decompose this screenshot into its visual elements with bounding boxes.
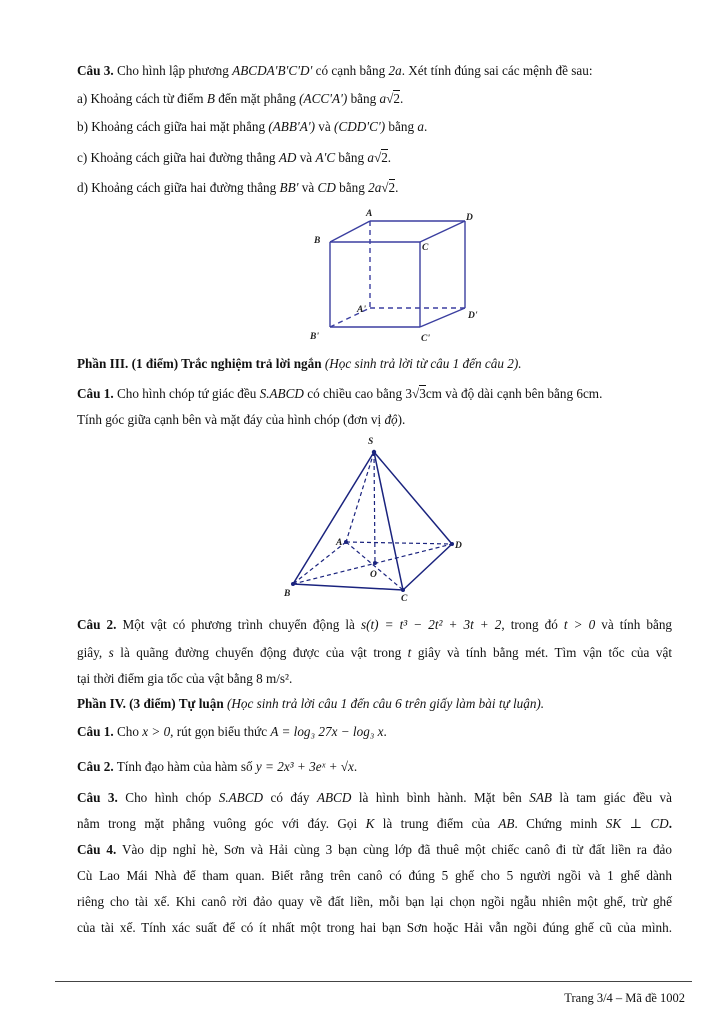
q3a-coef: a [379,91,387,106]
p4-q4-label: Câu 4. [77,842,117,857]
edge-SB [293,452,374,584]
p3-q2-condition: t > 0 [563,617,596,632]
pyramid-figure [280,432,470,602]
p4-q1 [77,723,387,741]
cube-label-B1: B' [310,332,319,342]
p3-q1-line2 [77,411,405,429]
p3-q1-height-coef: 3 [405,386,412,401]
q3a-text-2: đến mặt phẳng [214,91,300,106]
p4-q3-line2-a: nằm trong mặt phẳng vuông góc với đáy. Gọi [77,816,366,831]
q3-cube-name: ABCDA'B'C'D' [232,63,313,78]
point-B [291,582,295,586]
q3c-text-2: và [296,150,316,165]
p4-q4-line1-text: Vào dịp nghỉ hè, Sơn và Hải cùng 3 bạn cùng lớp đã thuê một chiếc canô đi từ đất liền ra đảo [122,842,673,857]
p3-q2-line3-end: . [289,671,293,686]
sqrt-icon: √ [411,386,420,401]
p4-q2-end: . [353,759,358,774]
p3-q2-var-t: t [407,645,412,660]
p3-q2-text-2: , trong đó [501,617,564,632]
p3-q1-label: Câu 1. [77,386,114,401]
q3-intro-text-3: . Xét tính đúng sai các mệnh đề sau: [401,63,593,78]
q3c-line-2: A'C [315,150,336,165]
page-footer: Trang 3/4 – Mã đề 1002 [564,991,685,1005]
p4-q4-line2: Cù Lao Mái Nhà để tham quan. Biết rằng trên canô có đúng 5 ghế cho 5 người ngồi và 1 ghế dành [77,868,672,883]
q3d-line-2: CD [317,180,336,195]
q3c-coef: a [367,150,374,165]
pyr-label-C: C [401,594,408,602]
part3-note: (Học sinh trả lời từ câu 1 đến câu 2). [324,356,522,371]
edge-AD [346,542,452,544]
sqrt-icon: √ [386,91,394,106]
p4-q1-condition: x > 0 [142,724,171,739]
height-SO [374,452,375,563]
p3-q1-height-radicand: 3 [419,386,426,401]
part3-title: Phần III. (1 điểm) Trắc nghiệm trả lời ngắn [77,356,322,371]
q3-edge: 2a [388,63,402,78]
p3-q2-line3-text: tại thời điểm gia tốc của vật bằng [77,671,257,686]
p4-q3-text-4: là tam giác đều và [551,790,673,805]
p3-q1-line1 [77,385,602,403]
q3d-line-1: BB' [279,180,299,195]
p3-q1-end: . [599,386,603,401]
p3-q2-line2-c: giây và tính bằng mét. Tìm vận tốc của vật [411,645,672,660]
p3-q2-label: Câu 2. [77,617,117,632]
q3-statement-a [77,90,403,108]
p4-q2-label: Câu 2. [77,759,114,774]
point-O [373,561,377,565]
p3-q2-text-3: và tính bằng [595,617,673,632]
p4-q3-text: Cho hình chóp [125,790,219,805]
q3a-text: a) Khoảng cách từ điểm [77,91,207,106]
cube-label-A: A [366,209,373,219]
edge-C1D1 [420,308,465,327]
p4-q3-claim: SK ⊥ CD [605,816,669,831]
q3b-value: a [417,119,424,134]
p4-q3-line2-c: . Chứng minh [514,816,606,831]
q3c-radicand: 2 [381,150,388,165]
q3a-end: . [399,91,404,106]
p4-q3-face: SAB [529,790,552,805]
p3-q1-pyramid: S.ABCD [259,386,304,401]
p4-q3-pyramid: S.ABCD [218,790,264,805]
q3d-end: . [395,180,399,195]
p3-q1-text: Cho hình chóp tứ giác đều [116,386,260,401]
p4-q1-end: . [383,724,387,739]
q3d-text-3: bằng [335,180,369,195]
p3-q1-line2-text: Tính góc giữa cạnh bên và mặt đáy của hình chóp (đơn vị [77,412,385,427]
q3a-plane: (ACC'A') [299,91,348,106]
q3-label: Câu 3. [77,63,114,78]
p4-q3-line2-end: . [668,816,672,831]
p4-q4-line3: riêng cho tài xế. Khi canô rời đảo quay về đất liền, mỗi bạn lại chọn ngồi ngẫu nhiên một ghế, trừ ghế [77,894,672,909]
p4-q3-line1 [77,789,672,807]
edge-SA [346,452,374,542]
part4-title: Phần IV. (3 điểm) Tự luận [77,696,224,711]
q3d-text: d) Khoảng cách giữa hai đường thẳng [77,180,280,195]
p4-q2-text: Tính đạo hàm của hàm số [116,759,256,774]
point-C [401,588,405,592]
p4-q3-point-k: K [365,816,375,831]
cube-label-D1: D' [468,311,478,321]
pyr-label-S: S [368,437,374,447]
point-S [372,450,376,454]
p4-q4-line4: của tài xế. Tính xác suất để có ít nhất một trong hai bạn Sơn hoặc Hải vẫn ngồi đúng ghế cũ của mình. [77,920,672,935]
q3b-plane-1: (ABB'A') [268,119,315,134]
cube-label-B: B [314,236,321,246]
part4-heading [77,695,544,713]
q3c-line-1: AD [278,150,297,165]
pyr-label-B: B [284,589,291,599]
p4-q1-text-2: , rút gọn biểu thức [170,724,271,739]
edge-BA [330,221,370,242]
q3b-text-2: và [315,119,335,134]
q3d-text-2: và [298,180,318,195]
p3-q1-text-2: có chiều cao bằng [303,386,406,401]
p4-q3-text-3: là hình bình hành. Mặt bên [351,790,530,805]
p4-q4-line1 [77,841,672,859]
sqrt-icon: √ [373,150,382,165]
q3d-radicand: 2 [388,180,396,195]
p4-q3-segment: AB [498,816,515,831]
cube-label-D: D [466,213,473,223]
p3-q2-acceleration: 8 m/s² [256,671,289,686]
cube-label-C: C [422,243,429,253]
p3-q1-unit: độ [384,412,398,427]
part4-note: (Học sinh trả lời câu 1 đến câu 6 trên giấy làm bài tự luận). [226,696,545,711]
part3-heading [77,355,522,373]
p3-q2-equation: s(t) = t³ − 2t² + 3t + 2 [360,617,502,632]
p3-q2-line3 [77,670,292,688]
q3a-text-3: bằng [347,91,380,106]
q3b-end: . [423,119,428,134]
p4-q3-line2 [77,815,672,833]
p3-q2-text: Một vật có phương trình chuyển động là [122,617,361,632]
cube-label-A1: A' [357,305,366,315]
q3c-text-3: bằng [335,150,368,165]
q3a-point: B [206,91,215,106]
q3-statement-c [77,149,391,167]
p4-q3-label: Câu 3. [77,790,118,805]
p4-q1-text: Cho [116,724,143,739]
edge-AB [293,542,346,584]
q3-intro-text-2: có cạnh bằng [312,63,389,78]
q3-statement-d [77,179,398,197]
p3-q2-line2-a: giây, [77,645,109,660]
p3-q2-line2 [77,644,672,662]
pyr-label-A: A [336,538,343,548]
footer-rule [55,981,692,982]
edge-CD [420,221,465,242]
q3c-text: c) Khoảng cách giữa hai đường thẳng [77,150,279,165]
q3-statement-b [77,118,427,136]
point-D [450,542,454,546]
p4-q3-base: ABCD [316,790,352,805]
q3a-radicand: 2 [393,91,400,106]
p4-q1-expression: A = log₃ 27x − log₃ x [270,724,384,739]
p3-q2-var-s: s [108,645,114,660]
q3-intro [77,62,593,80]
p4-q2 [77,758,357,776]
q3b-text-3: bằng [385,119,418,134]
cube-figure [300,205,500,350]
p3-q1-height-unit: cm [425,386,442,401]
q3b-plane-2: (CDD'C') [334,119,386,134]
pyr-label-O: O [370,570,377,580]
p4-q1-label: Câu 1. [77,724,114,739]
sqrt-icon: √ [381,180,389,195]
edge-BC [293,584,403,590]
p4-q3-text-2: có đáy [263,790,317,805]
p3-q1-line2-end: ). [397,412,406,427]
q3-intro-text: Cho hình lập phương [116,63,233,78]
cube-label-C1: C' [421,334,430,344]
p3-q2-line2-b: là quãng đường chuyển động được của vật trong [113,645,408,660]
p4-q3-line2-b: là trung điểm của [374,816,499,831]
p3-q1-edge: 6cm [576,386,600,401]
q3c-end: . [387,150,392,165]
q3b-text: b) Khoảng cách giữa hai mặt phẳng [77,119,269,134]
q3d-coef: 2a [368,180,382,195]
p4-q2-function: y = 2x³ + 3eˣ + √x [255,759,354,774]
p3-q2-line1 [77,616,672,634]
p3-q1-text-3: và độ dài cạnh bên bằng [441,386,577,401]
edge-CD [403,544,452,590]
edge-SD [374,452,452,544]
pyr-label-D: D [455,541,462,551]
point-A [344,540,348,544]
